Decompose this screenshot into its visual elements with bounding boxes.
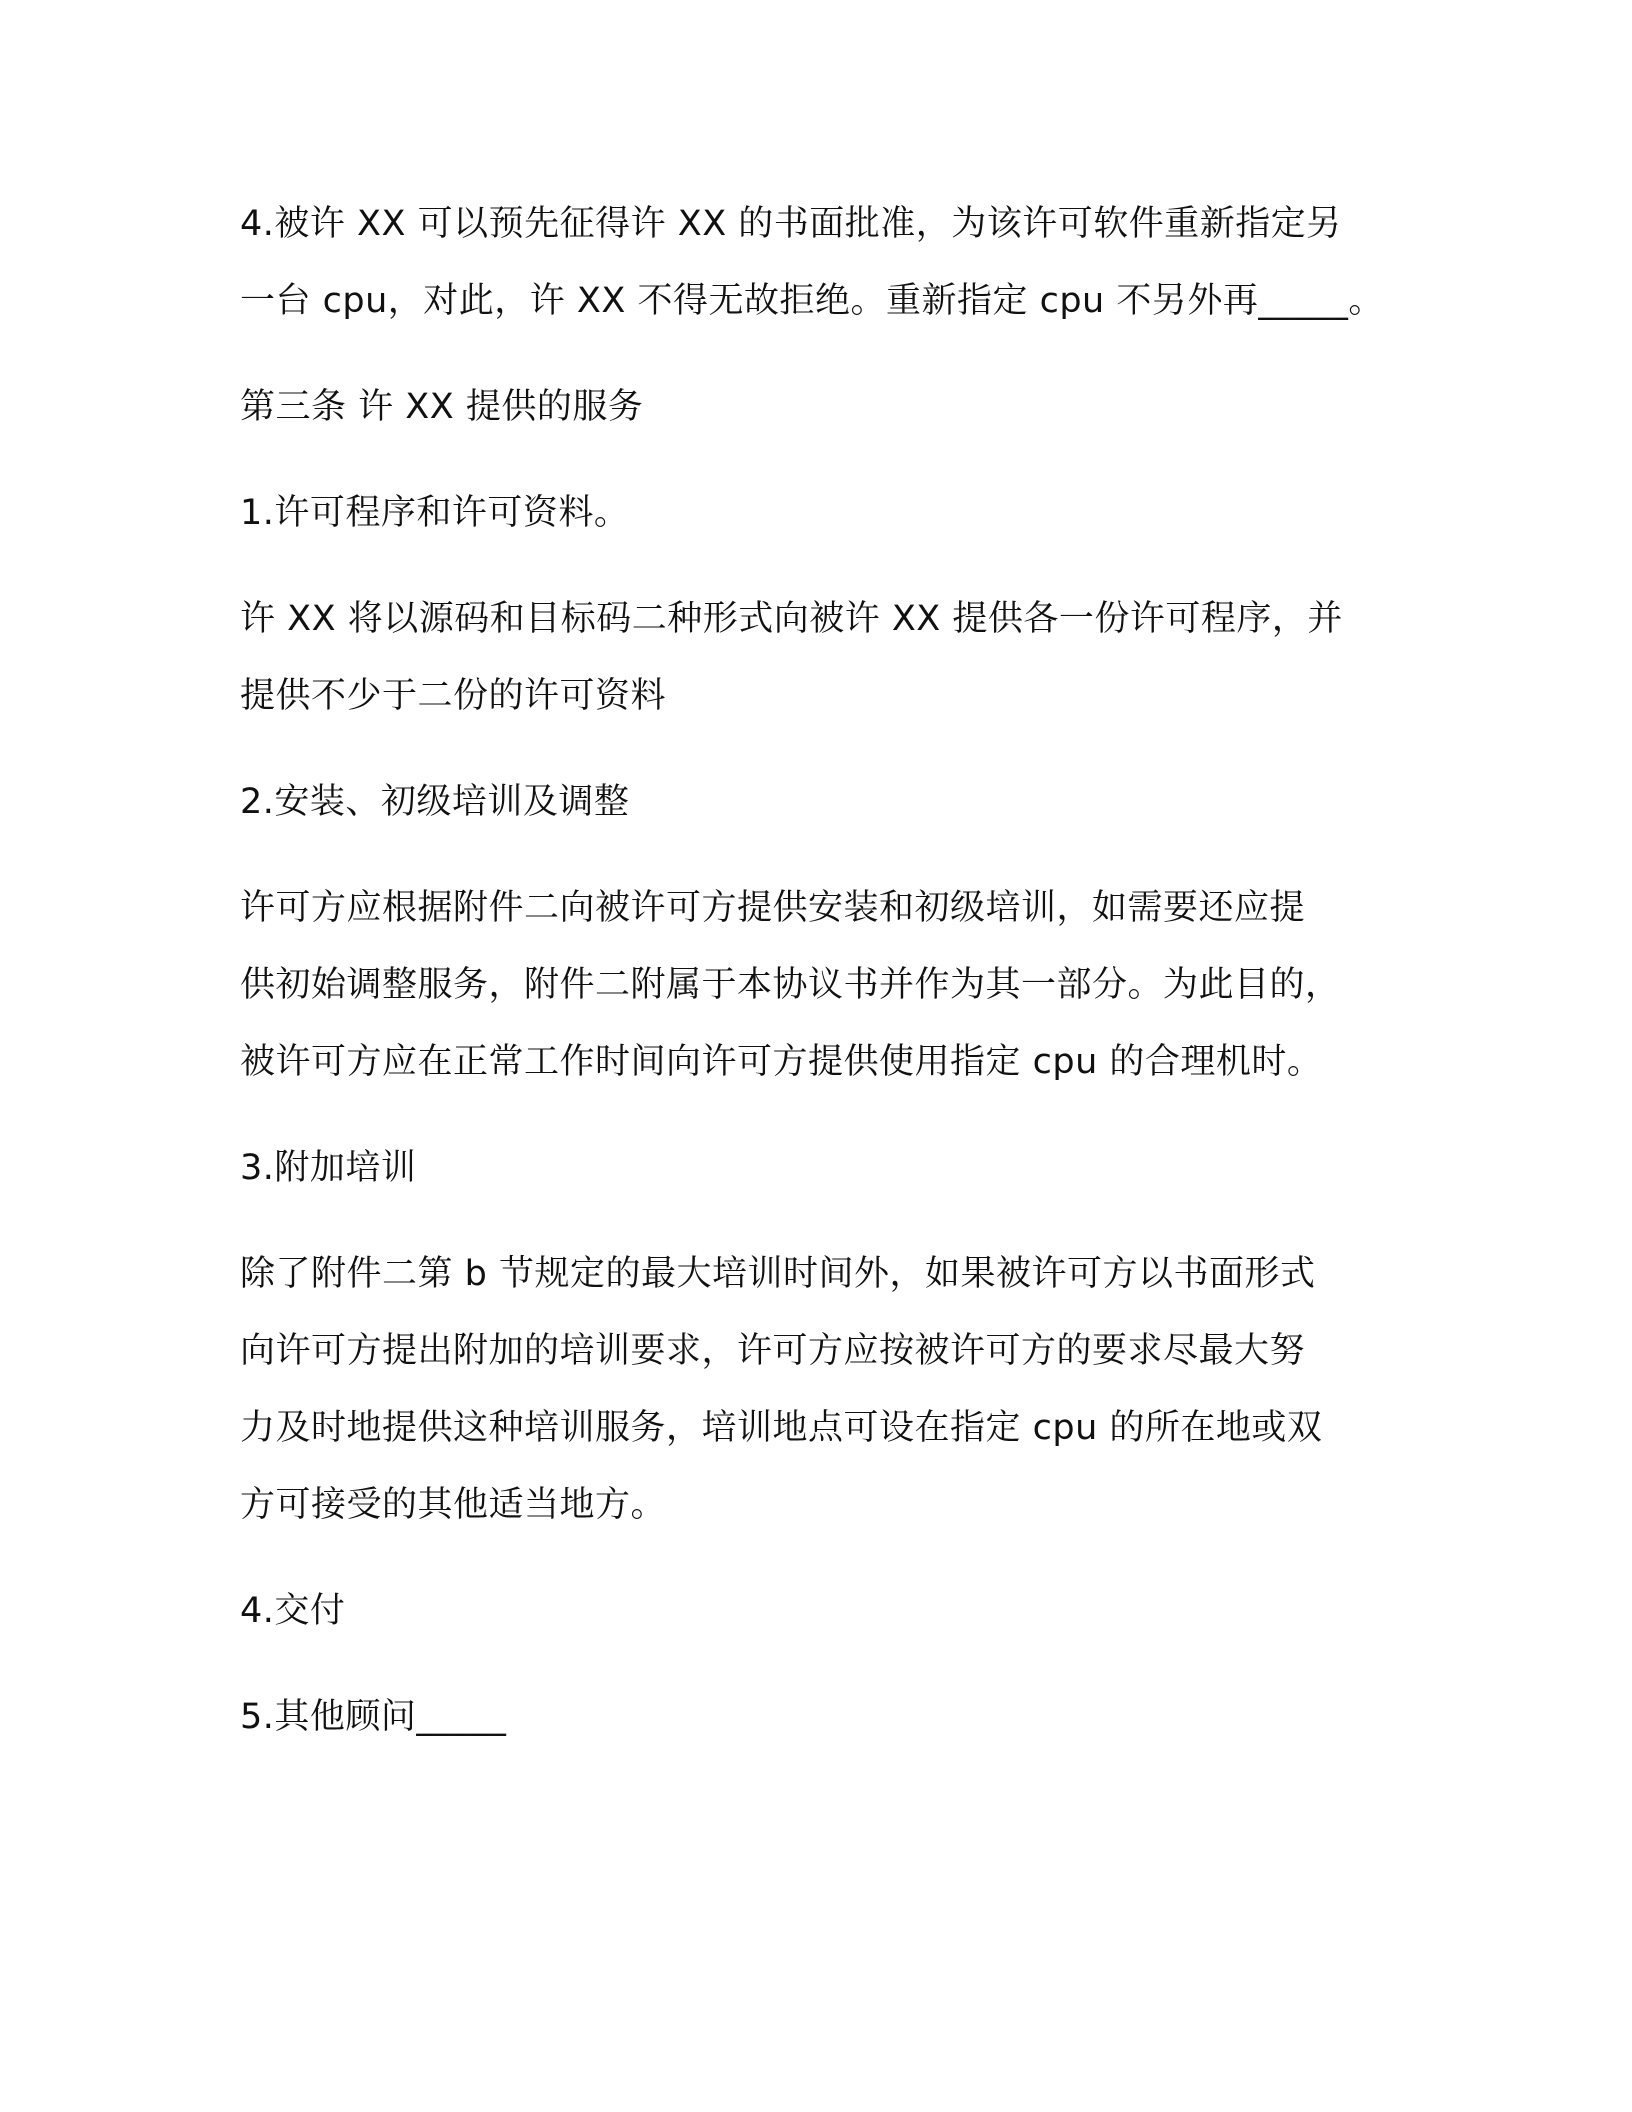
text-line: 被许可方应在正常工作时间向许可方提供使用指定 cpu 的合理机时。 xyxy=(240,1042,1323,1082)
text-line: 力及时地提供这种培训服务，培训地点可设在指定 cpu 的所在地或双 xyxy=(240,1408,1323,1448)
section-heading: 第三条 许 XX 提供的服务 xyxy=(240,387,644,427)
text-line: 4.被许 XX 可以预先征得许 XX 的书面批准，为该许可软件重新指定另 xyxy=(240,204,1342,244)
document-body xyxy=(240,186,1420,1756)
item-heading: 1.许可程序和许可资料。 xyxy=(240,493,630,533)
item-heading-4 xyxy=(240,1573,1420,1650)
item-heading: 5.其他顾问_____ xyxy=(240,1697,507,1737)
text-line: 提供不少于二份的许可资料 xyxy=(240,676,667,716)
text-line: 方可接受的其他适当地方。 xyxy=(240,1485,667,1525)
paragraph-cpu-reassignment xyxy=(240,186,1420,340)
item-heading-3 xyxy=(240,1130,1420,1207)
item-heading-5 xyxy=(240,1679,1420,1756)
paragraph-installation-training xyxy=(240,870,1420,1101)
text-line: 供初始调整服务，附件二附属于本协议书并作为其一部分。为此目的， xyxy=(240,965,1341,1005)
item-heading-1 xyxy=(240,475,1420,552)
item-heading: 4.交付 xyxy=(240,1591,346,1631)
paragraph-license-materials xyxy=(240,581,1420,735)
text-line: 许可方应根据附件二向被许可方提供安装和初级培训，如需要还应提 xyxy=(240,888,1306,928)
text-line: 一台 cpu，对此，许 XX 不得无故拒绝。重新指定 cpu 不另外再_____。 xyxy=(240,281,1384,321)
text-line: 向许可方提出附加的培训要求，许可方应按被许可方的要求尽最大努 xyxy=(240,1331,1306,1371)
text-line: 许 XX 将以源码和目标码二种形式向被许 XX 提供各一份许可程序，并 xyxy=(240,599,1343,639)
paragraph-additional-training xyxy=(240,1236,1420,1544)
item-heading: 2.安装、初级培训及调整 xyxy=(240,782,630,822)
item-heading: 3.附加培训 xyxy=(240,1148,417,1188)
text-line: 除了附件二第 b 节规定的最大培训时间外，如果被许可方以书面形式 xyxy=(240,1254,1316,1294)
item-heading-2 xyxy=(240,764,1420,841)
section-heading-article-3 xyxy=(240,369,1420,446)
